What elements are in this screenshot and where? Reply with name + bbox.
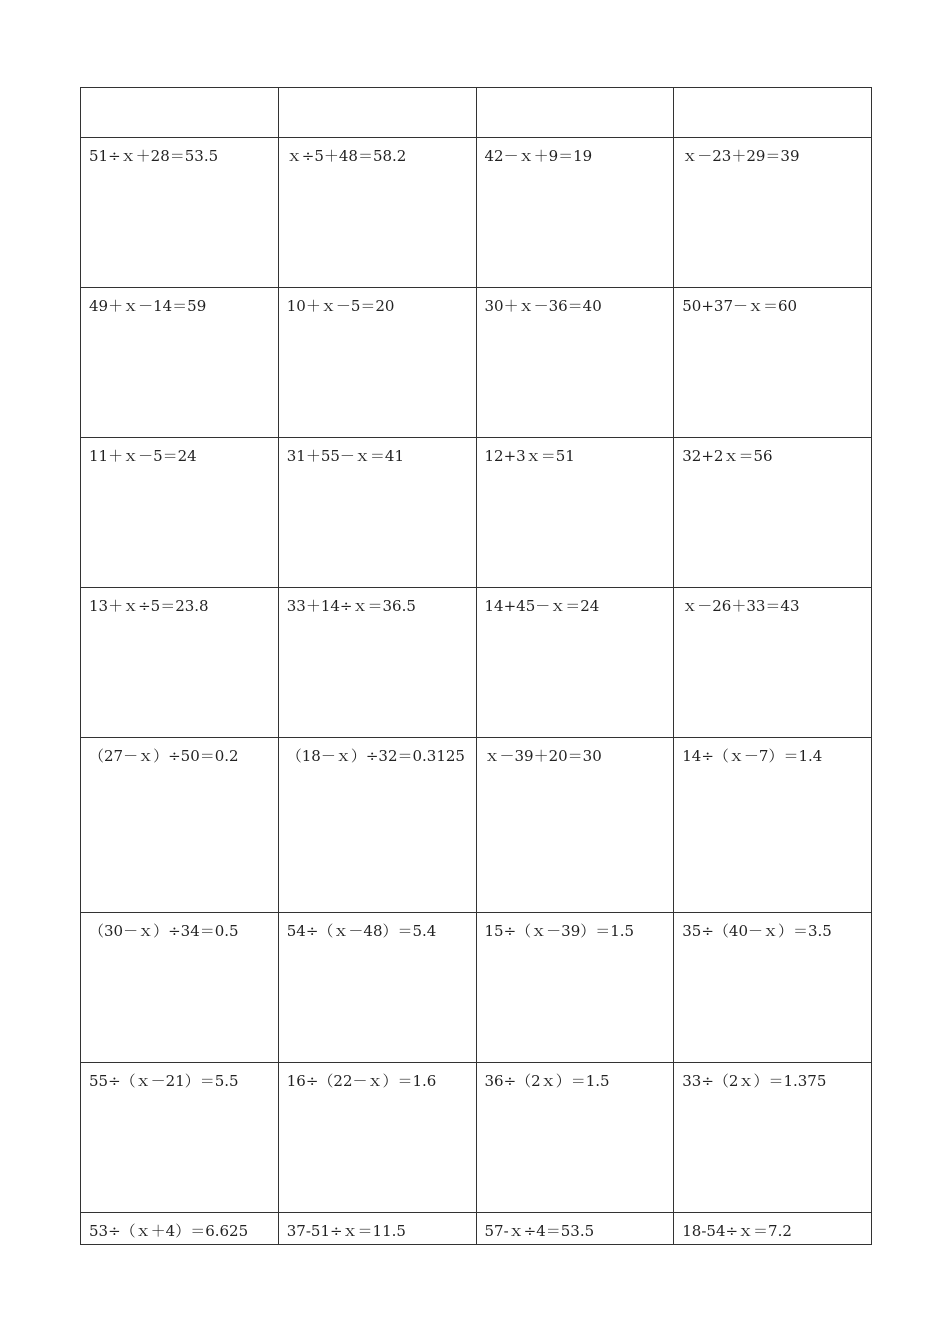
equation-worksheet-table (80, 87, 872, 1245)
equation-cell: 31＋55－ｘ＝41 (278, 438, 476, 588)
equation-cell: 42－ｘ＋9＝19 (476, 138, 674, 288)
equation-cell: ｘ－26＋33＝43 (674, 588, 872, 738)
equation-cell: 14+45－ｘ＝24 (476, 588, 674, 738)
equation-cell: 18-54÷ｘ＝7.2 (674, 1213, 872, 1245)
header-cell (674, 88, 872, 138)
equation-cell: （18－ｘ）÷32＝0.3125 (278, 738, 476, 913)
equation-cell: 54÷（ｘ－48）＝5.4 (278, 913, 476, 1063)
equation-cell: （27－ｘ）÷50＝0.2 (81, 738, 279, 913)
table-row (81, 913, 872, 1063)
equation-cell: （30－ｘ）÷34＝0.5 (81, 913, 279, 1063)
header-cell (278, 88, 476, 138)
equation-cell: 53÷（ｘ＋4）＝6.625 (81, 1213, 279, 1245)
equation-cell: 33÷（2ｘ）＝1.375 (674, 1063, 872, 1213)
equation-cell: 14÷（ｘ－7）＝1.4 (674, 738, 872, 913)
table-row (81, 438, 872, 588)
table-row (81, 1213, 872, 1245)
equation-cell: 57-ｘ÷4＝53.5 (476, 1213, 674, 1245)
equation-cell: 33＋14÷ｘ＝36.5 (278, 588, 476, 738)
equation-cell: 55÷（ｘ－21）＝5.5 (81, 1063, 279, 1213)
equation-cell: ｘ－23＋29＝39 (674, 138, 872, 288)
table-row (81, 138, 872, 288)
table-row (81, 588, 872, 738)
header-cell (476, 88, 674, 138)
table-row (81, 1063, 872, 1213)
equation-cell: 50+37－ｘ＝60 (674, 288, 872, 438)
equation-cell: 49＋ｘ－14＝59 (81, 288, 279, 438)
equation-cell: 51÷ｘ＋28＝53.5 (81, 138, 279, 288)
equation-cell: 15÷（ｘ－39）＝1.5 (476, 913, 674, 1063)
equation-cell: 11＋ｘ－5＝24 (81, 438, 279, 588)
header-cell (81, 88, 279, 138)
equation-cell: 37-51÷ｘ＝11.5 (278, 1213, 476, 1245)
equation-cell: 32+2ｘ＝56 (674, 438, 872, 588)
equation-cell: 10＋ｘ－5＝20 (278, 288, 476, 438)
equation-cell: 13＋ｘ÷5＝23.8 (81, 588, 279, 738)
header-row (81, 88, 872, 138)
equation-cell: 36÷（2ｘ）＝1.5 (476, 1063, 674, 1213)
equation-cell: ｘ÷5＋48＝58.2 (278, 138, 476, 288)
equation-cell: ｘ－39＋20＝30 (476, 738, 674, 913)
table-row (81, 288, 872, 438)
table-row (81, 738, 872, 913)
equation-cell: 35÷（40－ｘ）＝3.5 (674, 913, 872, 1063)
equation-cell: 16÷（22－ｘ）＝1.6 (278, 1063, 476, 1213)
equation-cell: 12+3ｘ＝51 (476, 438, 674, 588)
equation-cell: 30＋ｘ－36＝40 (476, 288, 674, 438)
